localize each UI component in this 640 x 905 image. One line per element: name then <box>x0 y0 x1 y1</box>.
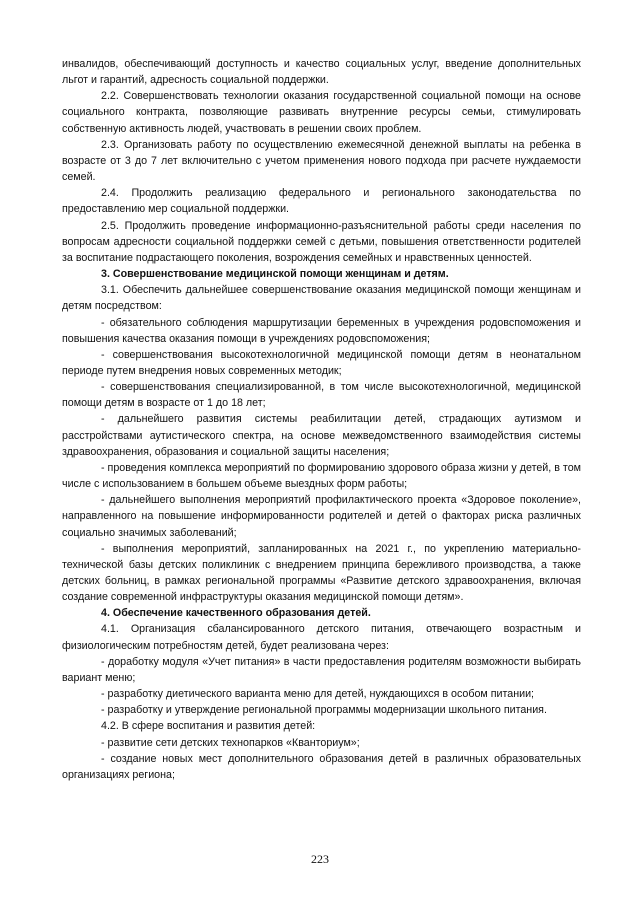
paragraph: - доработку модуля «Учет питания» в части предоставления родителям возможности выбирать вариант меню; <box>62 655 581 684</box>
paragraph: 2.5. Продолжить проведение информационно-разъяснительной работы среди населения по вопросам адресности социальной поддержки семей с детьми, повышения ответственности родителей за воспитание подрастающего поколения, возрождения семейных и нравственных ценностей. <box>62 219 581 264</box>
paragraph: - дальнейшего выполнения мероприятий профилактического проекта «Здоровое поколение», направленного на повышение информированности родителей и детей о факторах риска различных социально значимых заболеваний; <box>62 494 581 539</box>
paragraph: 4.2. В сфере воспитания и развития детей: <box>101 720 316 733</box>
paragraph: 4.1. Организация сбалансированного детского питания, отвечающего возрастным и физиологическим потребностям детей, будет реализована через: <box>62 623 581 652</box>
paragraph: 2.4. Продолжить реализацию федерального и регионального законодательства по предоставлению мер социальной поддержки. <box>62 187 581 216</box>
paragraph: - выполнения мероприятий, запланированных на 2021 г., по укреплению материально-технической базы детских поликлиник с внедрением принципа бережливого производства, а также детских больниц, в рамках региональной программы «Развитие детского здравоохранения, включая создание современной инфраструктуры оказания медицинской помощи детям». <box>62 542 581 604</box>
paragraph: - совершенствования высокотехнологичной медицинской помощи детям в неонатальном периоде путем внедрения новых современных методик; <box>62 348 581 377</box>
document-body <box>62 56 581 783</box>
paragraph: - совершенствования специализированной, в том числе высокотехнологичной, медицинской помощи детям в возрасте от 1 до 18 лет; <box>62 381 581 410</box>
paragraph: - развитие сети детских технопарков «Кванториум»; <box>101 736 360 749</box>
section-heading: 4. Обеспечение качественного образования детей. <box>101 607 371 620</box>
page-number: 223 <box>311 852 329 866</box>
paragraph: - дальнейшего развития системы реабилитации детей, страдающих аутизмом и расстройствами аутистического спектра, на основе межведомственного взаимодействия системы здравоохранения, образования и социальной защиты населения; <box>62 413 581 458</box>
paragraph: - создание новых мест дополнительного образования детей в различных образовательных организациях региона; <box>62 752 581 781</box>
paragraph: 2.2. Совершенствовать технологии оказания государственной социальной помощи на основе социального контракта, позволяющие развивать внутренние ресурсы семьи, стимулировать собственную активность людей, участвовать в решении своих проблем. <box>62 90 581 135</box>
paragraph: инвалидов, обеспечивающий доступность и качество социальных услуг, введение дополнительных льгот и гарантий, адресность социальной поддержки. <box>62 58 581 87</box>
paragraph: - обязательного соблюдения маршрутизации беременных в учреждения родовспоможения и повышения качества оказания помощи в учреждениях родовспоможения; <box>62 316 581 345</box>
section-heading: 3. Совершенствование медицинской помощи женщинам и детям. <box>101 268 449 281</box>
paragraph: 2.3. Организовать работу по осуществлению ежемесячной денежной выплаты на ребенка в возрасте от 3 до 7 лет включительно с учетом применения нового подхода при расчете нуждаемости семей. <box>62 138 581 184</box>
paragraph: - проведения комплекса мероприятий по формированию здорового образа жизни у детей, в том числе с использованием в большем объеме выездных форм работы; <box>62 461 581 491</box>
paragraph: - разработку диетического варианта меню для детей, нуждающихся в особом питании; <box>101 688 535 701</box>
paragraph: - разработку и утверждение региональной программы модернизации школьного питания. <box>101 704 547 717</box>
paragraph: 3.1. Обеспечить дальнейшее совершенствование оказания медицинской помощи женщинам и детям посредством: <box>62 284 581 313</box>
